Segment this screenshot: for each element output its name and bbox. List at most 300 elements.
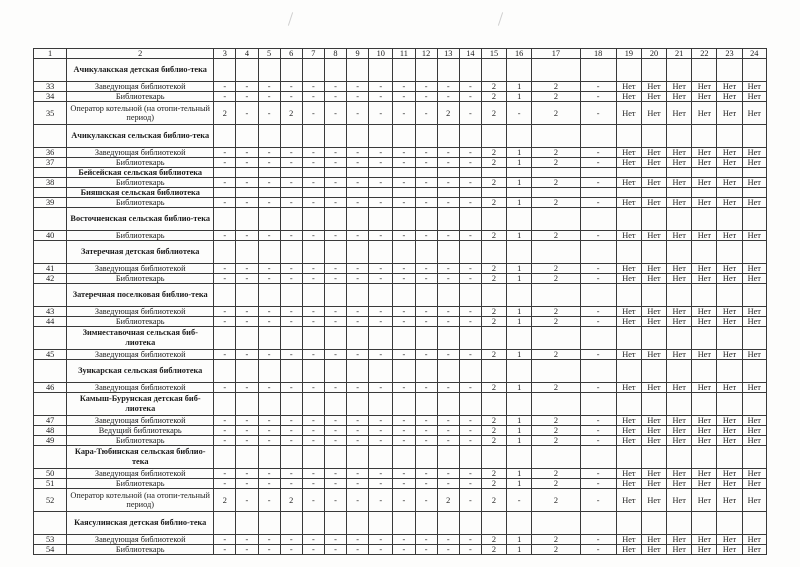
empty-cell xyxy=(280,208,302,231)
empty-cell xyxy=(507,125,532,148)
value-cell: 2 xyxy=(532,383,580,393)
empty-cell xyxy=(459,59,481,82)
empty-cell xyxy=(34,512,67,535)
empty-cell xyxy=(742,241,766,264)
value-cell: 1 xyxy=(507,307,532,317)
empty-cell xyxy=(34,168,67,178)
value-cell: - xyxy=(258,198,280,208)
value-cell: 2 xyxy=(532,231,580,241)
value-cell: Нет xyxy=(641,436,666,446)
value-cell: Нет xyxy=(692,350,717,360)
value-cell: - xyxy=(415,479,437,489)
empty-cell xyxy=(717,59,742,82)
value-cell: - xyxy=(324,82,346,92)
value-cell: Нет xyxy=(717,317,742,327)
value-cell: - xyxy=(302,479,324,489)
value-cell: - xyxy=(280,535,302,545)
value-cell: - xyxy=(302,383,324,393)
value-cell: Нет xyxy=(742,317,766,327)
empty-cell xyxy=(236,208,258,231)
empty-cell xyxy=(459,512,481,535)
value-cell: - xyxy=(258,307,280,317)
value-cell: Нет xyxy=(742,426,766,436)
empty-cell xyxy=(459,393,481,416)
value-cell: Нет xyxy=(742,158,766,168)
value-cell: - xyxy=(258,82,280,92)
empty-cell xyxy=(641,125,666,148)
value-cell: Нет xyxy=(742,436,766,446)
empty-cell xyxy=(692,59,717,82)
empty-cell xyxy=(717,284,742,307)
empty-cell xyxy=(742,188,766,198)
value-cell: Нет xyxy=(717,198,742,208)
value-cell: Нет xyxy=(616,198,641,208)
value-cell: 1 xyxy=(507,92,532,102)
value-cell: Нет xyxy=(616,545,641,555)
value-cell: - xyxy=(258,102,280,125)
empty-cell xyxy=(481,393,506,416)
empty-cell xyxy=(415,188,437,198)
value-cell: - xyxy=(459,545,481,555)
empty-cell xyxy=(258,208,280,231)
position-title: Заведующая библиотекой xyxy=(67,416,214,426)
empty-cell xyxy=(717,360,742,383)
column-number: 23 xyxy=(717,49,742,59)
empty-cell xyxy=(34,360,67,383)
value-cell: - xyxy=(459,535,481,545)
value-cell: - xyxy=(302,489,324,512)
empty-cell xyxy=(481,59,506,82)
value-cell: - xyxy=(415,489,437,512)
value-cell: - xyxy=(258,469,280,479)
empty-cell xyxy=(393,284,415,307)
value-cell: Нет xyxy=(742,264,766,274)
position-title: Библиотекарь xyxy=(67,436,214,446)
value-cell: - xyxy=(280,198,302,208)
value-cell: - xyxy=(280,274,302,284)
empty-cell xyxy=(347,284,369,307)
empty-cell xyxy=(393,168,415,178)
empty-cell xyxy=(580,188,616,198)
row-number: 36 xyxy=(34,148,67,158)
value-cell: Нет xyxy=(717,383,742,393)
position-title: Оператор котельной (на отопи-тельный период) xyxy=(67,489,214,512)
value-cell: - xyxy=(236,102,258,125)
empty-cell xyxy=(532,241,580,264)
value-cell: - xyxy=(280,426,302,436)
value-cell: - xyxy=(369,535,393,545)
value-cell: Нет xyxy=(667,545,692,555)
empty-cell xyxy=(34,188,67,198)
value-cell: - xyxy=(393,231,415,241)
value-cell: 2 xyxy=(532,178,580,188)
value-cell: 1 xyxy=(507,274,532,284)
value-cell: Нет xyxy=(667,102,692,125)
value-cell: Нет xyxy=(717,426,742,436)
position-title: Библиотекарь xyxy=(67,198,214,208)
value-cell: - xyxy=(369,317,393,327)
scan-mark xyxy=(498,12,503,26)
column-number: 10 xyxy=(369,49,393,59)
value-cell: 2 xyxy=(481,148,506,158)
section-row xyxy=(34,393,767,416)
empty-cell xyxy=(415,393,437,416)
row-number: 42 xyxy=(34,274,67,284)
empty-cell xyxy=(280,393,302,416)
value-cell: - xyxy=(393,469,415,479)
value-cell: Нет xyxy=(717,535,742,545)
empty-cell xyxy=(717,125,742,148)
empty-cell xyxy=(667,208,692,231)
value-cell: - xyxy=(347,416,369,426)
value-cell: - xyxy=(280,92,302,102)
empty-cell xyxy=(369,284,393,307)
empty-cell xyxy=(302,168,324,178)
empty-cell xyxy=(280,327,302,350)
empty-cell xyxy=(532,393,580,416)
empty-cell xyxy=(667,446,692,469)
value-cell: Нет xyxy=(616,535,641,545)
value-cell: Нет xyxy=(692,489,717,512)
value-cell: - xyxy=(236,426,258,436)
empty-cell xyxy=(437,393,459,416)
value-cell: 1 xyxy=(507,350,532,360)
value-cell: - xyxy=(369,198,393,208)
value-cell: - xyxy=(580,535,616,545)
value-cell: - xyxy=(459,416,481,426)
value-cell: Нет xyxy=(742,307,766,317)
value-cell: - xyxy=(459,158,481,168)
column-number: 12 xyxy=(415,49,437,59)
row-number: 37 xyxy=(34,158,67,168)
value-cell: - xyxy=(369,102,393,125)
value-cell: - xyxy=(280,231,302,241)
library-title: Камыш-Бурунская детская биб-лиотека xyxy=(67,393,214,416)
value-cell: Нет xyxy=(742,274,766,284)
value-cell: Нет xyxy=(641,274,666,284)
value-cell: - xyxy=(580,274,616,284)
value-cell: 1 xyxy=(507,383,532,393)
row-number: 41 xyxy=(34,264,67,274)
value-cell: - xyxy=(369,158,393,168)
value-cell: - xyxy=(302,158,324,168)
library-title: Зимнеставочная сельская биб-лиотека xyxy=(67,327,214,350)
value-cell: - xyxy=(302,317,324,327)
empty-cell xyxy=(580,125,616,148)
value-cell: - xyxy=(393,436,415,446)
empty-cell xyxy=(437,360,459,383)
row-number: 39 xyxy=(34,198,67,208)
empty-cell xyxy=(393,360,415,383)
column-number: 22 xyxy=(692,49,717,59)
value-cell: - xyxy=(347,231,369,241)
empty-cell xyxy=(393,241,415,264)
value-cell: - xyxy=(459,350,481,360)
empty-cell xyxy=(236,241,258,264)
value-cell: Нет xyxy=(692,148,717,158)
value-cell: - xyxy=(580,307,616,317)
empty-cell xyxy=(616,188,641,198)
empty-cell xyxy=(692,284,717,307)
value-cell: - xyxy=(393,489,415,512)
value-cell: - xyxy=(507,489,532,512)
value-cell: - xyxy=(437,231,459,241)
value-cell: - xyxy=(214,178,236,188)
value-cell: - xyxy=(324,416,346,426)
empty-cell xyxy=(742,327,766,350)
empty-cell xyxy=(692,360,717,383)
row-number: 38 xyxy=(34,178,67,188)
value-cell: - xyxy=(347,178,369,188)
empty-cell xyxy=(580,512,616,535)
header-row xyxy=(34,49,767,59)
value-cell: - xyxy=(459,82,481,92)
empty-cell xyxy=(507,446,532,469)
value-cell: - xyxy=(347,148,369,158)
empty-cell xyxy=(717,188,742,198)
value-cell: - xyxy=(459,264,481,274)
empty-cell xyxy=(507,241,532,264)
table-row xyxy=(34,545,767,555)
value-cell: - xyxy=(280,178,302,188)
empty-cell xyxy=(532,208,580,231)
value-cell: Нет xyxy=(667,317,692,327)
empty-cell xyxy=(34,327,67,350)
column-number: 8 xyxy=(324,49,346,59)
value-cell: - xyxy=(236,198,258,208)
value-cell: - xyxy=(437,350,459,360)
empty-cell xyxy=(214,208,236,231)
section-row xyxy=(34,327,767,350)
value-cell: 2 xyxy=(481,317,506,327)
value-cell: Нет xyxy=(717,469,742,479)
staff-table xyxy=(33,48,767,555)
empty-cell xyxy=(437,327,459,350)
value-cell: Нет xyxy=(742,82,766,92)
empty-cell xyxy=(302,393,324,416)
value-cell: Нет xyxy=(616,436,641,446)
section-row xyxy=(34,59,767,82)
value-cell: - xyxy=(459,479,481,489)
row-number: 47 xyxy=(34,416,67,426)
empty-cell xyxy=(280,284,302,307)
value-cell: - xyxy=(214,231,236,241)
table-row xyxy=(34,102,767,125)
value-cell: Нет xyxy=(641,489,666,512)
value-cell: Нет xyxy=(667,274,692,284)
empty-cell xyxy=(641,59,666,82)
value-cell: Нет xyxy=(641,82,666,92)
value-cell: Нет xyxy=(667,148,692,158)
empty-cell xyxy=(532,168,580,178)
empty-cell xyxy=(717,512,742,535)
row-number: 40 xyxy=(34,231,67,241)
row-number: 44 xyxy=(34,317,67,327)
value-cell: - xyxy=(236,158,258,168)
value-cell: Нет xyxy=(641,102,666,125)
value-cell: - xyxy=(415,416,437,426)
empty-cell xyxy=(302,360,324,383)
value-cell: - xyxy=(302,436,324,446)
empty-cell xyxy=(393,208,415,231)
value-cell: 2 xyxy=(532,148,580,158)
empty-cell xyxy=(214,446,236,469)
value-cell: - xyxy=(280,479,302,489)
value-cell: - xyxy=(324,350,346,360)
section-row xyxy=(34,284,767,307)
value-cell: - xyxy=(258,264,280,274)
value-cell: - xyxy=(393,479,415,489)
empty-cell xyxy=(641,284,666,307)
position-title: Заведующая библиотекой xyxy=(67,383,214,393)
value-cell: - xyxy=(459,92,481,102)
empty-cell xyxy=(692,512,717,535)
value-cell: - xyxy=(459,148,481,158)
column-number: 3 xyxy=(214,49,236,59)
empty-cell xyxy=(437,125,459,148)
position-title: Библиотекарь xyxy=(67,178,214,188)
column-number: 13 xyxy=(437,49,459,59)
value-cell: Нет xyxy=(742,416,766,426)
value-cell: Нет xyxy=(641,426,666,436)
value-cell: Нет xyxy=(692,535,717,545)
empty-cell xyxy=(742,125,766,148)
column-number: 14 xyxy=(459,49,481,59)
empty-cell xyxy=(616,59,641,82)
empty-cell xyxy=(214,241,236,264)
empty-cell xyxy=(324,125,346,148)
value-cell: - xyxy=(214,158,236,168)
value-cell: Нет xyxy=(616,307,641,317)
value-cell: - xyxy=(214,307,236,317)
value-cell: - xyxy=(507,102,532,125)
value-cell: Нет xyxy=(692,436,717,446)
empty-cell xyxy=(580,241,616,264)
value-cell: Нет xyxy=(692,545,717,555)
empty-cell xyxy=(667,512,692,535)
empty-cell xyxy=(717,393,742,416)
value-cell: - xyxy=(324,426,346,436)
value-cell: Нет xyxy=(742,231,766,241)
empty-cell xyxy=(236,125,258,148)
empty-cell xyxy=(324,393,346,416)
empty-cell xyxy=(415,327,437,350)
value-cell: - xyxy=(280,436,302,446)
value-cell: 1 xyxy=(507,231,532,241)
value-cell: - xyxy=(280,416,302,426)
value-cell: - xyxy=(437,158,459,168)
value-cell: Нет xyxy=(742,479,766,489)
empty-cell xyxy=(507,208,532,231)
value-cell: Нет xyxy=(667,426,692,436)
value-cell: - xyxy=(369,545,393,555)
empty-cell xyxy=(580,168,616,178)
empty-cell xyxy=(481,168,506,178)
value-cell: 2 xyxy=(481,82,506,92)
empty-cell xyxy=(641,327,666,350)
column-number: 18 xyxy=(580,49,616,59)
position-title: Заведующая библиотекой xyxy=(67,82,214,92)
value-cell: Нет xyxy=(641,92,666,102)
value-cell: - xyxy=(302,102,324,125)
value-cell: - xyxy=(415,148,437,158)
value-cell: - xyxy=(580,231,616,241)
value-cell: - xyxy=(415,102,437,125)
value-cell: 1 xyxy=(507,416,532,426)
value-cell: Нет xyxy=(742,350,766,360)
empty-cell xyxy=(302,188,324,198)
column-number: 2 xyxy=(67,49,214,59)
empty-cell xyxy=(214,59,236,82)
value-cell: 1 xyxy=(507,426,532,436)
value-cell: 2 xyxy=(214,102,236,125)
value-cell: - xyxy=(393,82,415,92)
value-cell: 2 xyxy=(481,178,506,188)
value-cell: - xyxy=(347,274,369,284)
value-cell: 2 xyxy=(214,489,236,512)
value-cell: - xyxy=(280,82,302,92)
value-cell: - xyxy=(347,535,369,545)
scan-mark xyxy=(288,12,293,26)
value-cell: - xyxy=(280,317,302,327)
value-cell: 1 xyxy=(507,317,532,327)
value-cell: - xyxy=(415,535,437,545)
empty-cell xyxy=(280,241,302,264)
value-cell: - xyxy=(369,416,393,426)
value-cell: - xyxy=(415,178,437,188)
value-cell: - xyxy=(393,198,415,208)
value-cell: Нет xyxy=(717,436,742,446)
empty-cell xyxy=(580,360,616,383)
value-cell: Нет xyxy=(667,383,692,393)
value-cell: Нет xyxy=(641,307,666,317)
value-cell: - xyxy=(369,82,393,92)
empty-cell xyxy=(717,446,742,469)
empty-cell xyxy=(641,360,666,383)
value-cell: - xyxy=(214,545,236,555)
empty-cell xyxy=(616,284,641,307)
empty-cell xyxy=(667,327,692,350)
value-cell: - xyxy=(393,264,415,274)
empty-cell xyxy=(459,241,481,264)
value-cell: Нет xyxy=(717,231,742,241)
position-title: Заведующая библиотекой xyxy=(67,350,214,360)
section-row xyxy=(34,360,767,383)
row-number: 53 xyxy=(34,535,67,545)
value-cell: Нет xyxy=(641,317,666,327)
empty-cell xyxy=(641,512,666,535)
empty-cell xyxy=(507,360,532,383)
value-cell: Нет xyxy=(742,178,766,188)
value-cell: Нет xyxy=(692,479,717,489)
empty-cell xyxy=(580,284,616,307)
value-cell: 2 xyxy=(532,436,580,446)
empty-cell xyxy=(258,241,280,264)
value-cell: Нет xyxy=(641,231,666,241)
empty-cell xyxy=(236,284,258,307)
value-cell: - xyxy=(437,148,459,158)
value-cell: - xyxy=(214,350,236,360)
value-cell: - xyxy=(347,469,369,479)
value-cell: - xyxy=(324,469,346,479)
empty-cell xyxy=(459,327,481,350)
position-title: Библиотекарь xyxy=(67,274,214,284)
empty-cell xyxy=(393,393,415,416)
value-cell: - xyxy=(437,307,459,317)
empty-cell xyxy=(415,241,437,264)
empty-cell xyxy=(347,393,369,416)
value-cell: Нет xyxy=(616,158,641,168)
